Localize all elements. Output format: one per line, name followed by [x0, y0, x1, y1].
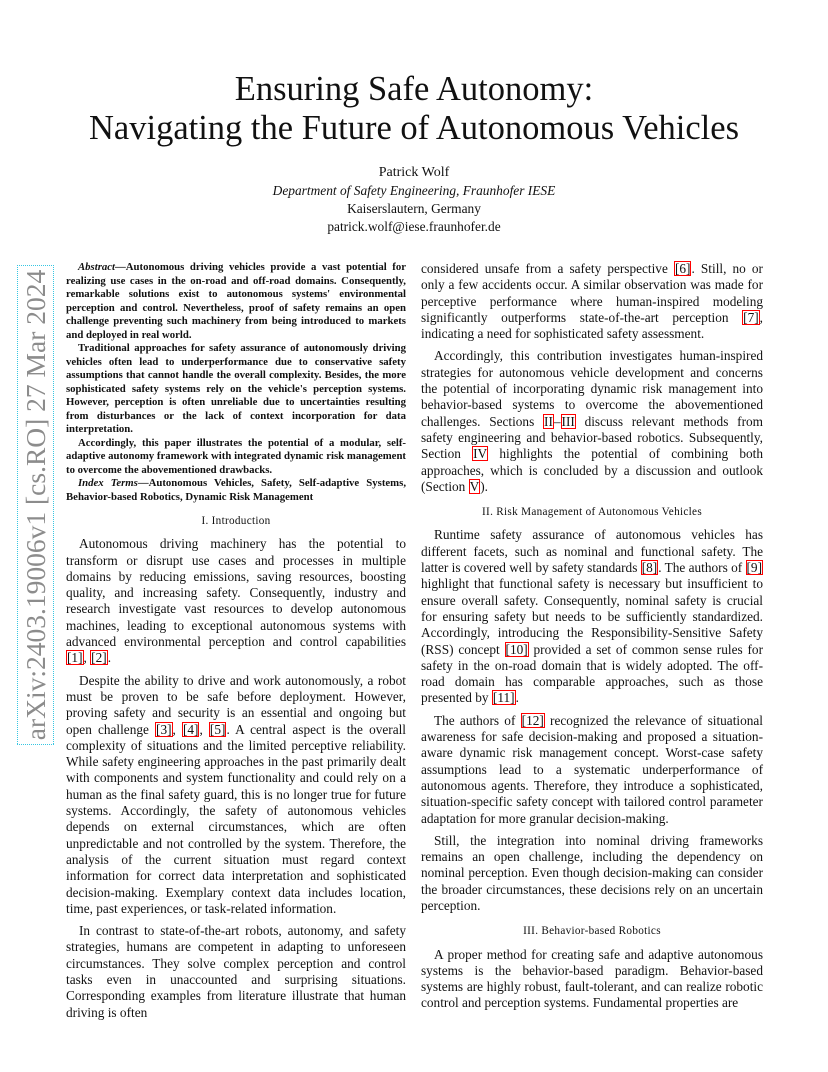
intro-paragraph-3: In contrast to state-of-the-art robots, autonomy, and safety strategies, humans are competent in adapting to unforeseen circumstances. They solve complex perception and control tasks even in unaccounted and surprising situations. Corresponding examples from literature illustrate that human driving is often — [66, 923, 406, 1020]
arxiv-stamp — [20, 250, 52, 760]
author-location: Kaiserslautern, Germany — [347, 201, 481, 216]
section-link[interactable]: III — [561, 413, 575, 429]
author-email: patrick.wolf@iese.fraunhofer.de — [327, 219, 501, 234]
section-link[interactable]: V — [469, 478, 480, 494]
section-link[interactable]: II — [544, 413, 553, 429]
left-column — [66, 261, 406, 1027]
section-heading-introduction: I. Introduction — [201, 515, 271, 527]
intro-paragraph-1: Autonomous driving machinery has the potential to transform or disrupt use cases and processes in multiple domains by reducing emissions, saving resources, boosting quality, and increasing safety. Consequently, industry and research investigate vast resources to develop autonomous machines, leading to exceptional autonomous systems with advanced environmental perception and control capabilities [1], [2]. — [66, 536, 406, 666]
author-affiliation: Department of Safety Engineering, Fraunhofer IESE — [272, 183, 556, 198]
citation-link[interactable]: [3] — [156, 721, 172, 737]
index-terms: Index Terms—Autonomous Vehicles, Safety, Self-adaptive Systems, Behavior-based Robotics, Dynamic Risk Management — [66, 477, 407, 503]
risk-paragraph-1: Runtime safety assurance of autonomous vehicles has different facets, such as nominal and functional safety. The latter is covered well by safety standards [8]. The authors of [9] highlight that functional safety is necessary but insufficient to ensure overall safety. Consequently, nominal safety is crucial for ensuring safety but needs to be sufficiently standardized. Accordingly, introducing the Responsibility-Sensitive Safety (RSS) concept [10] provided a set of common sense rules for safety in the on-road domain that is widely adopted. The off-road domain has comparable approaches, such as those presented by [11]. — [421, 527, 763, 706]
citation-link[interactable]: [11] — [492, 690, 515, 706]
citation-link[interactable]: [7] — [743, 309, 759, 325]
citation-link[interactable]: [6] — [674, 261, 691, 276]
citation-link[interactable]: [5] — [209, 721, 226, 737]
abstract-paragraph-1: Abstract—Autonomous driving vehicles provide a vast potential for realizing use cases in the on-road and off-road domains. Consequently, remarkable solutions exist to autonomous systems' environmental perception and control. Nevertheless, proof of safety remains an open challenge preventing such machinery from being introduced to markets and deployed in real world. — [66, 261, 406, 341]
citation-link[interactable]: [1] — [67, 650, 83, 666]
index-terms-label: Index Terms — [78, 477, 138, 489]
citation-link[interactable]: [2] — [91, 650, 107, 666]
risk-paragraph-3: Still, the integration into nominal driving frameworks remains an open challenge, including the dependency on nominal perception. Even though decision-making can consider the broader circumstances, these decisions rely on an uncertain perception. — [421, 832, 763, 913]
paper-title — [60, 70, 768, 148]
intro-paragraph-2: Despite the ability to drive and work autonomously, a robot must be proven to be safe before deployment. However, proving safety and security is an essential and ongoing but open challenge [3], [4], [5]. A central aspect is the overall complexity of situations and the limited perceptive reliability. While safety engineering approaches in the past primarily dealt with components and system functionality and could rely on a human as the final safety guard, this is no longer true for future systems. Accordingly, the safety of autonomous vehicles depends on external circumstances, which are often unpredictable and not controlled by the system. Therefore, the analysis of the current situation must regard context information for correct data interpretation and sophisticated decision-making. Exemplary context data includes location, time, past experiences, or task-related information. — [66, 672, 406, 916]
abstract-label: Abstract — [78, 261, 116, 273]
citation-link[interactable]: [9] — [746, 560, 763, 576]
author-name: Patrick Wolf — [378, 165, 450, 180]
abstract-paragraph-2: Traditional approaches for safety assurance of autonomously driving vehicles often lead to underperformance due to conservative safety assumptions that cannot handle the overall complexity. Besides, the more sophisticated safety systems rely on the vehicle's perception systems. However, perception is often unreliable due to uncertainties resulting from disturbances or the lack of context incorporation for data interpretation. — [66, 342, 406, 435]
intro-paragraph-5: Accordingly, this contribution investigates human-inspired strategies for autonomous vehicle development and concerns the potential of incorporating dynamic risk management into behavior-based systems to overcome the abovementioned challenges. Sections II–III discuss relevant methods from safety engineering and behavior-based robotics. Subsequently, Section IV highlights the potential of combining both approaches, which is concluded by a discussion and outlook (Section V). — [421, 348, 763, 494]
author-block — [160, 164, 668, 236]
section-heading-behavior-based-robotics: III. Behavior-based Robotics — [523, 925, 661, 938]
intro-paragraph-4: considered unsafe from a safety perspective [6]. Still, no or only a few accidents occur. A similar observation was made for perceptive performance where human-inspired modeling significantly outperforms state-of-the-art perception [7], indicating a need for sophisticated safety assessment. — [421, 261, 763, 342]
abstract — [66, 261, 406, 504]
citation-link[interactable]: [10] — [505, 641, 528, 657]
risk-paragraph-2: The authors of [12] recognized the relevance of situational awareness for safe decision-making and proposed a situation-aware dynamic risk management concept. Worst-case safety assumptions lead to a systematic underperformance of autonomous agents. Therefore, they introduce a sophisticated, situation-specific safety concept with tailored control parameter adaptation for more granular decision-making. — [421, 712, 763, 826]
section-heading-risk-management: II. Risk Management of Autonomous Vehicles — [482, 506, 702, 519]
title-line-2: Navigating the Future of Autonomous Vehicles — [89, 109, 739, 147]
title-line-1: Ensuring Safe Autonomy: — [234, 70, 594, 108]
behavior-paragraph-1: A proper method for creating safe and adaptive autonomous systems is the behavior-based paradigm. Behavior-based systems are highly robust, fault-tolerant, and can realize robotic control and perception systems. Fundamental properties are — [421, 946, 763, 1011]
citation-link[interactable]: [4] — [182, 721, 199, 737]
citation-link[interactable]: [8] — [641, 560, 658, 576]
right-column — [421, 261, 763, 1018]
arxiv-identifier[interactable]: arXiv:2403.19006v1 [cs.RO] 27 Mar 2024 — [20, 269, 51, 741]
section-link[interactable]: IV — [473, 446, 488, 462]
citation-link[interactable]: [12] — [521, 712, 544, 728]
abstract-paragraph-3: Accordingly, this paper illustrates the potential of a modular, self-adaptive autonomy framework with integrated dynamic risk management to overcome the abovementioned drawbacks. — [66, 436, 406, 476]
